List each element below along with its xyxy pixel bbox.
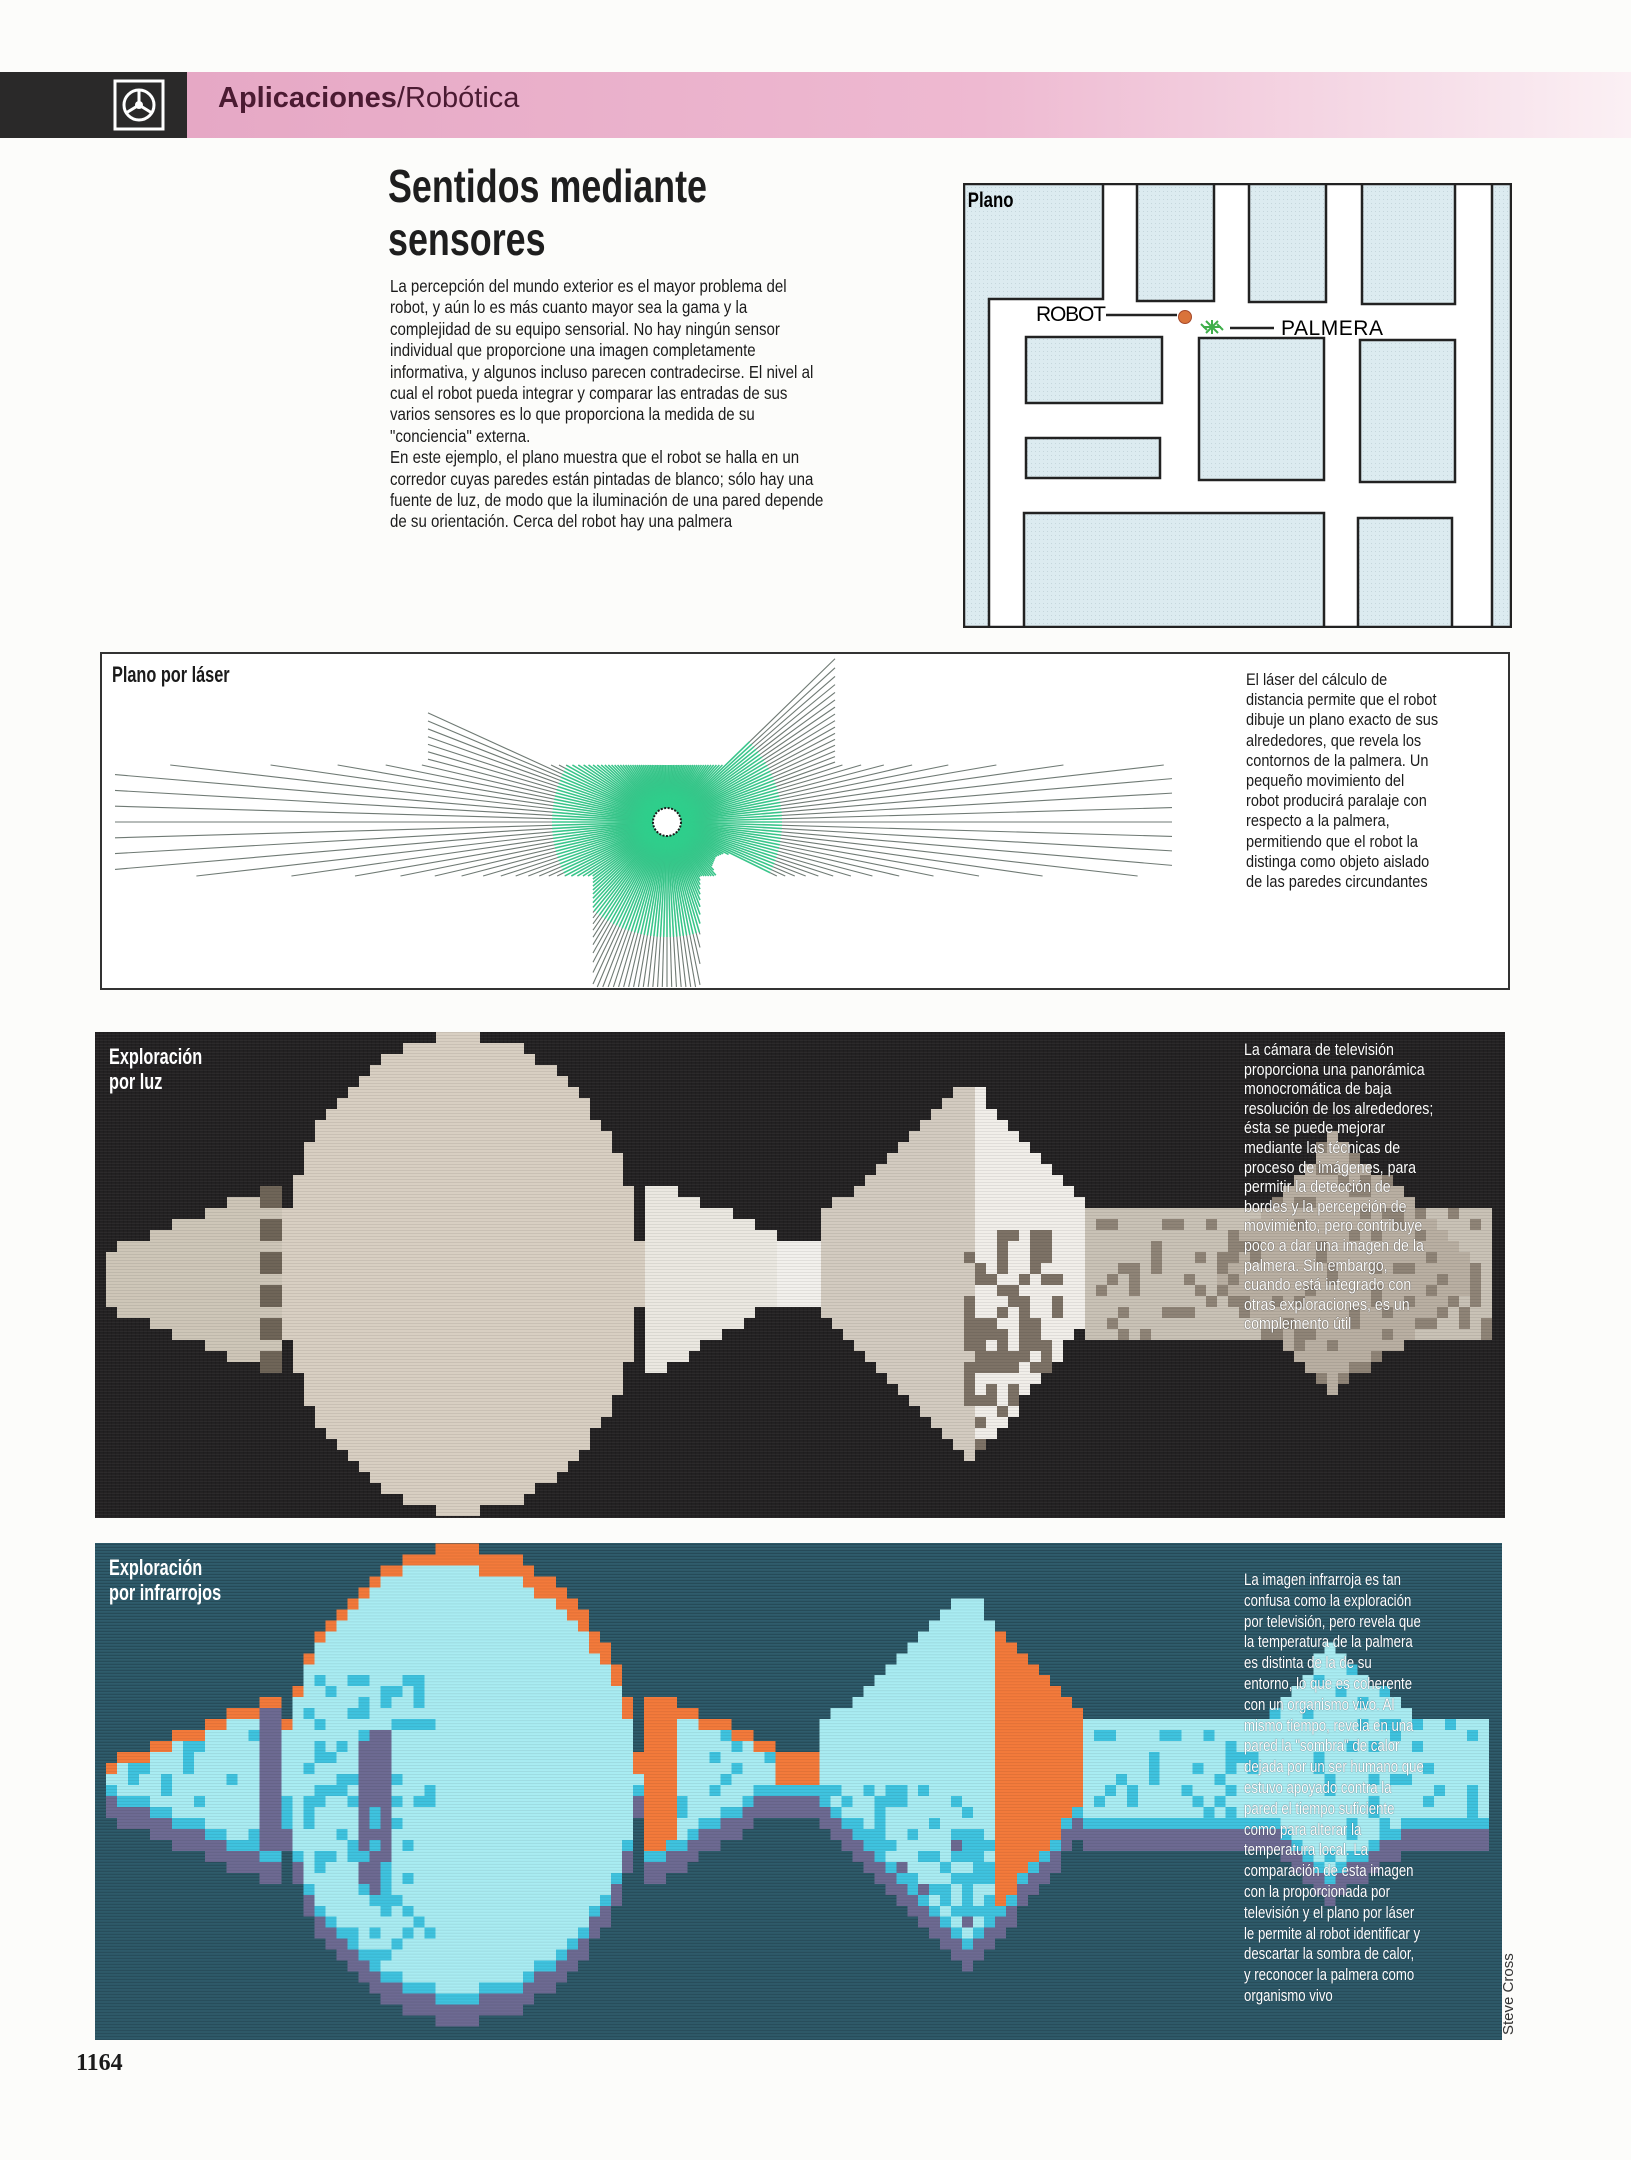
map-wall-block	[1199, 338, 1324, 480]
caption-line: complemento útil	[1244, 1315, 1352, 1334]
panel-title	[109, 1555, 221, 1605]
caption-line: televisión y el plano por láser	[1244, 1903, 1415, 1922]
caption-line: permitiendo que el robot la	[1246, 832, 1418, 851]
caption-line: comparación de esta imagen	[1244, 1862, 1414, 1881]
article-title	[388, 160, 707, 266]
robot-dot-icon	[1179, 311, 1192, 324]
caption-line: descartar la sombra de calor,	[1244, 1945, 1415, 1964]
laser-map-panel	[100, 652, 1510, 990]
caption-line: La imagen infrarroja es tan	[1244, 1571, 1402, 1589]
title-line: Sentidos mediante	[388, 160, 707, 212]
panel-title-line: por luz	[109, 1069, 163, 1094]
caption-line: otras exploraciones, es un	[1244, 1295, 1410, 1314]
caption-line: contornos de la palmera. Un	[1246, 751, 1429, 770]
map-wall-block	[1358, 518, 1452, 627]
map-wall-block	[1362, 184, 1455, 304]
light-scan-panel	[95, 1032, 1505, 1518]
steering-wheel-icon	[113, 79, 165, 131]
caption-line: robot producirá paralaje con	[1246, 792, 1427, 811]
intro-line: varios sensores es lo que proporciona la medida de su	[390, 404, 755, 425]
caption-line: La cámara de televisión	[1244, 1041, 1394, 1059]
section-name: Aplicaciones	[218, 82, 397, 114]
intro-line: "conciencia" externa.	[390, 425, 531, 446]
caption-line: y reconocer la palmera como	[1244, 1966, 1415, 1985]
intro-line: de su orientación. Cerca del robot hay una palmera	[390, 511, 733, 532]
caption-line: respecto a la palmera,	[1246, 812, 1390, 831]
caption-line: con la proporcionada por	[1244, 1882, 1391, 1901]
light-caption	[1244, 1041, 1433, 1335]
panel-title-line: Exploración	[109, 1044, 203, 1069]
caption-line: de las paredes circundantes	[1246, 873, 1428, 892]
caption-line: proceso de imágenes, para	[1244, 1158, 1416, 1177]
intro-line: informativa, y algunos incluso parecen contradecirse. El nivel al	[390, 361, 814, 382]
caption-line: le permite al robot identificar y	[1244, 1924, 1421, 1943]
caption-line: resolución de los alrededores;	[1244, 1099, 1434, 1118]
caption-line: poco a dar una imagen de la	[1244, 1236, 1424, 1255]
robot-label: ROBOT	[1036, 303, 1106, 326]
caption-line: por televisión, pero revela que	[1244, 1612, 1421, 1631]
caption-line: El láser del cálculo de	[1246, 671, 1388, 689]
illustrator-credit: Steve Cross	[1500, 1953, 1517, 2035]
title-line: sensores	[388, 213, 546, 265]
caption-line: con un organismo vivo. Al	[1244, 1695, 1395, 1714]
caption-line: permitir la detección de	[1244, 1178, 1391, 1197]
caption-line: alrededores, que revela los	[1246, 731, 1422, 750]
map-wall-block	[1492, 184, 1511, 627]
caption-line: como para alterar la	[1244, 1820, 1362, 1839]
map-wall-block	[1026, 337, 1162, 403]
caption-line: pared la "sombra" de calor	[1244, 1737, 1400, 1756]
section-breadcrumb	[218, 82, 519, 115]
caption-line: distinga como objeto aislado	[1246, 852, 1430, 871]
caption-line: mediante las técnicas de	[1244, 1138, 1401, 1157]
caption-line: temperatura local. La	[1244, 1841, 1369, 1860]
caption-line: confusa como la exploración	[1244, 1591, 1412, 1610]
caption-line: pequeño movimiento del	[1246, 772, 1405, 791]
caption-line: entorno, lo que es coherente	[1244, 1674, 1413, 1693]
caption-line: la temperatura de la palmera	[1244, 1633, 1413, 1652]
intro-line: corredor cuyas paredes están pintadas de blanco; sólo hay una	[390, 468, 814, 489]
page-number: 1164	[76, 2050, 123, 2076]
caption-line: ésta se puede mejorar	[1244, 1119, 1386, 1138]
palm-label: PALMERA	[1281, 317, 1383, 340]
caption-line: proporciona una panorámica	[1244, 1060, 1425, 1079]
caption-line: monocromática de baja	[1244, 1080, 1392, 1099]
caption-line: estuvo apoyado contra la	[1244, 1778, 1392, 1797]
intro-line: En este ejemplo, el plano muestra que el robot se halla en un	[390, 447, 800, 468]
robot-position-icon	[653, 808, 681, 836]
panel-title-line: Exploración	[109, 1555, 203, 1580]
map-wall-block	[1024, 513, 1324, 627]
caption-line: organismo vivo	[1244, 1986, 1333, 2005]
map-label: Plano	[967, 189, 1014, 213]
intro-line: La percepción del mundo exterior es el mayor problema del	[390, 276, 787, 296]
infrared-scan-panel	[95, 1543, 1502, 2040]
caption-line: cuando está integrado con	[1244, 1276, 1412, 1295]
caption-line: es distinta de la de su	[1244, 1654, 1372, 1673]
caption-line: dibuje un plano exacto de sus	[1246, 711, 1439, 730]
caption-line: dejada por un ser humano que	[1244, 1758, 1424, 1777]
map-wall-block	[1249, 184, 1326, 302]
map-wall-block	[1026, 438, 1160, 478]
caption-line: palmera. Sin embargo,	[1244, 1256, 1388, 1275]
caption-line: movimiento, pero contribuye	[1244, 1217, 1423, 1236]
panel-title: Plano por láser	[112, 662, 230, 687]
intro-paragraph	[390, 276, 823, 533]
intro-line: cual el robot pueda integrar y comparar las entradas de sus	[390, 383, 788, 404]
laser-caption	[1246, 670, 1438, 892]
intro-line: complejidad de su equipo sensorial. No hay ningún sensor	[390, 318, 780, 339]
caption-line: mismo tiempo, revela en una	[1244, 1716, 1414, 1735]
intro-line: individual que proporcione una imagen completamente	[390, 340, 756, 361]
panel-title-line: por infrarrojos	[109, 1580, 222, 1605]
caption-line: distancia permite que el robot	[1246, 691, 1437, 710]
floor-plan-map	[963, 183, 1512, 628]
caption-line: bordes y la percepción de	[1244, 1197, 1407, 1216]
intro-line: robot, y aún lo es más cuanto mayor sea la gama y la	[390, 297, 748, 318]
subsection-name: /Robótica	[396, 82, 520, 114]
infrared-caption	[1244, 1570, 1424, 2007]
map-wall-block	[1360, 340, 1455, 482]
map-wall-block	[1137, 184, 1214, 301]
caption-line: pared el tiempo suficiente	[1244, 1799, 1395, 1818]
intro-line: fuente de luz, de modo que la iluminación de una pared depende	[390, 490, 824, 511]
panel-title	[109, 1044, 202, 1094]
